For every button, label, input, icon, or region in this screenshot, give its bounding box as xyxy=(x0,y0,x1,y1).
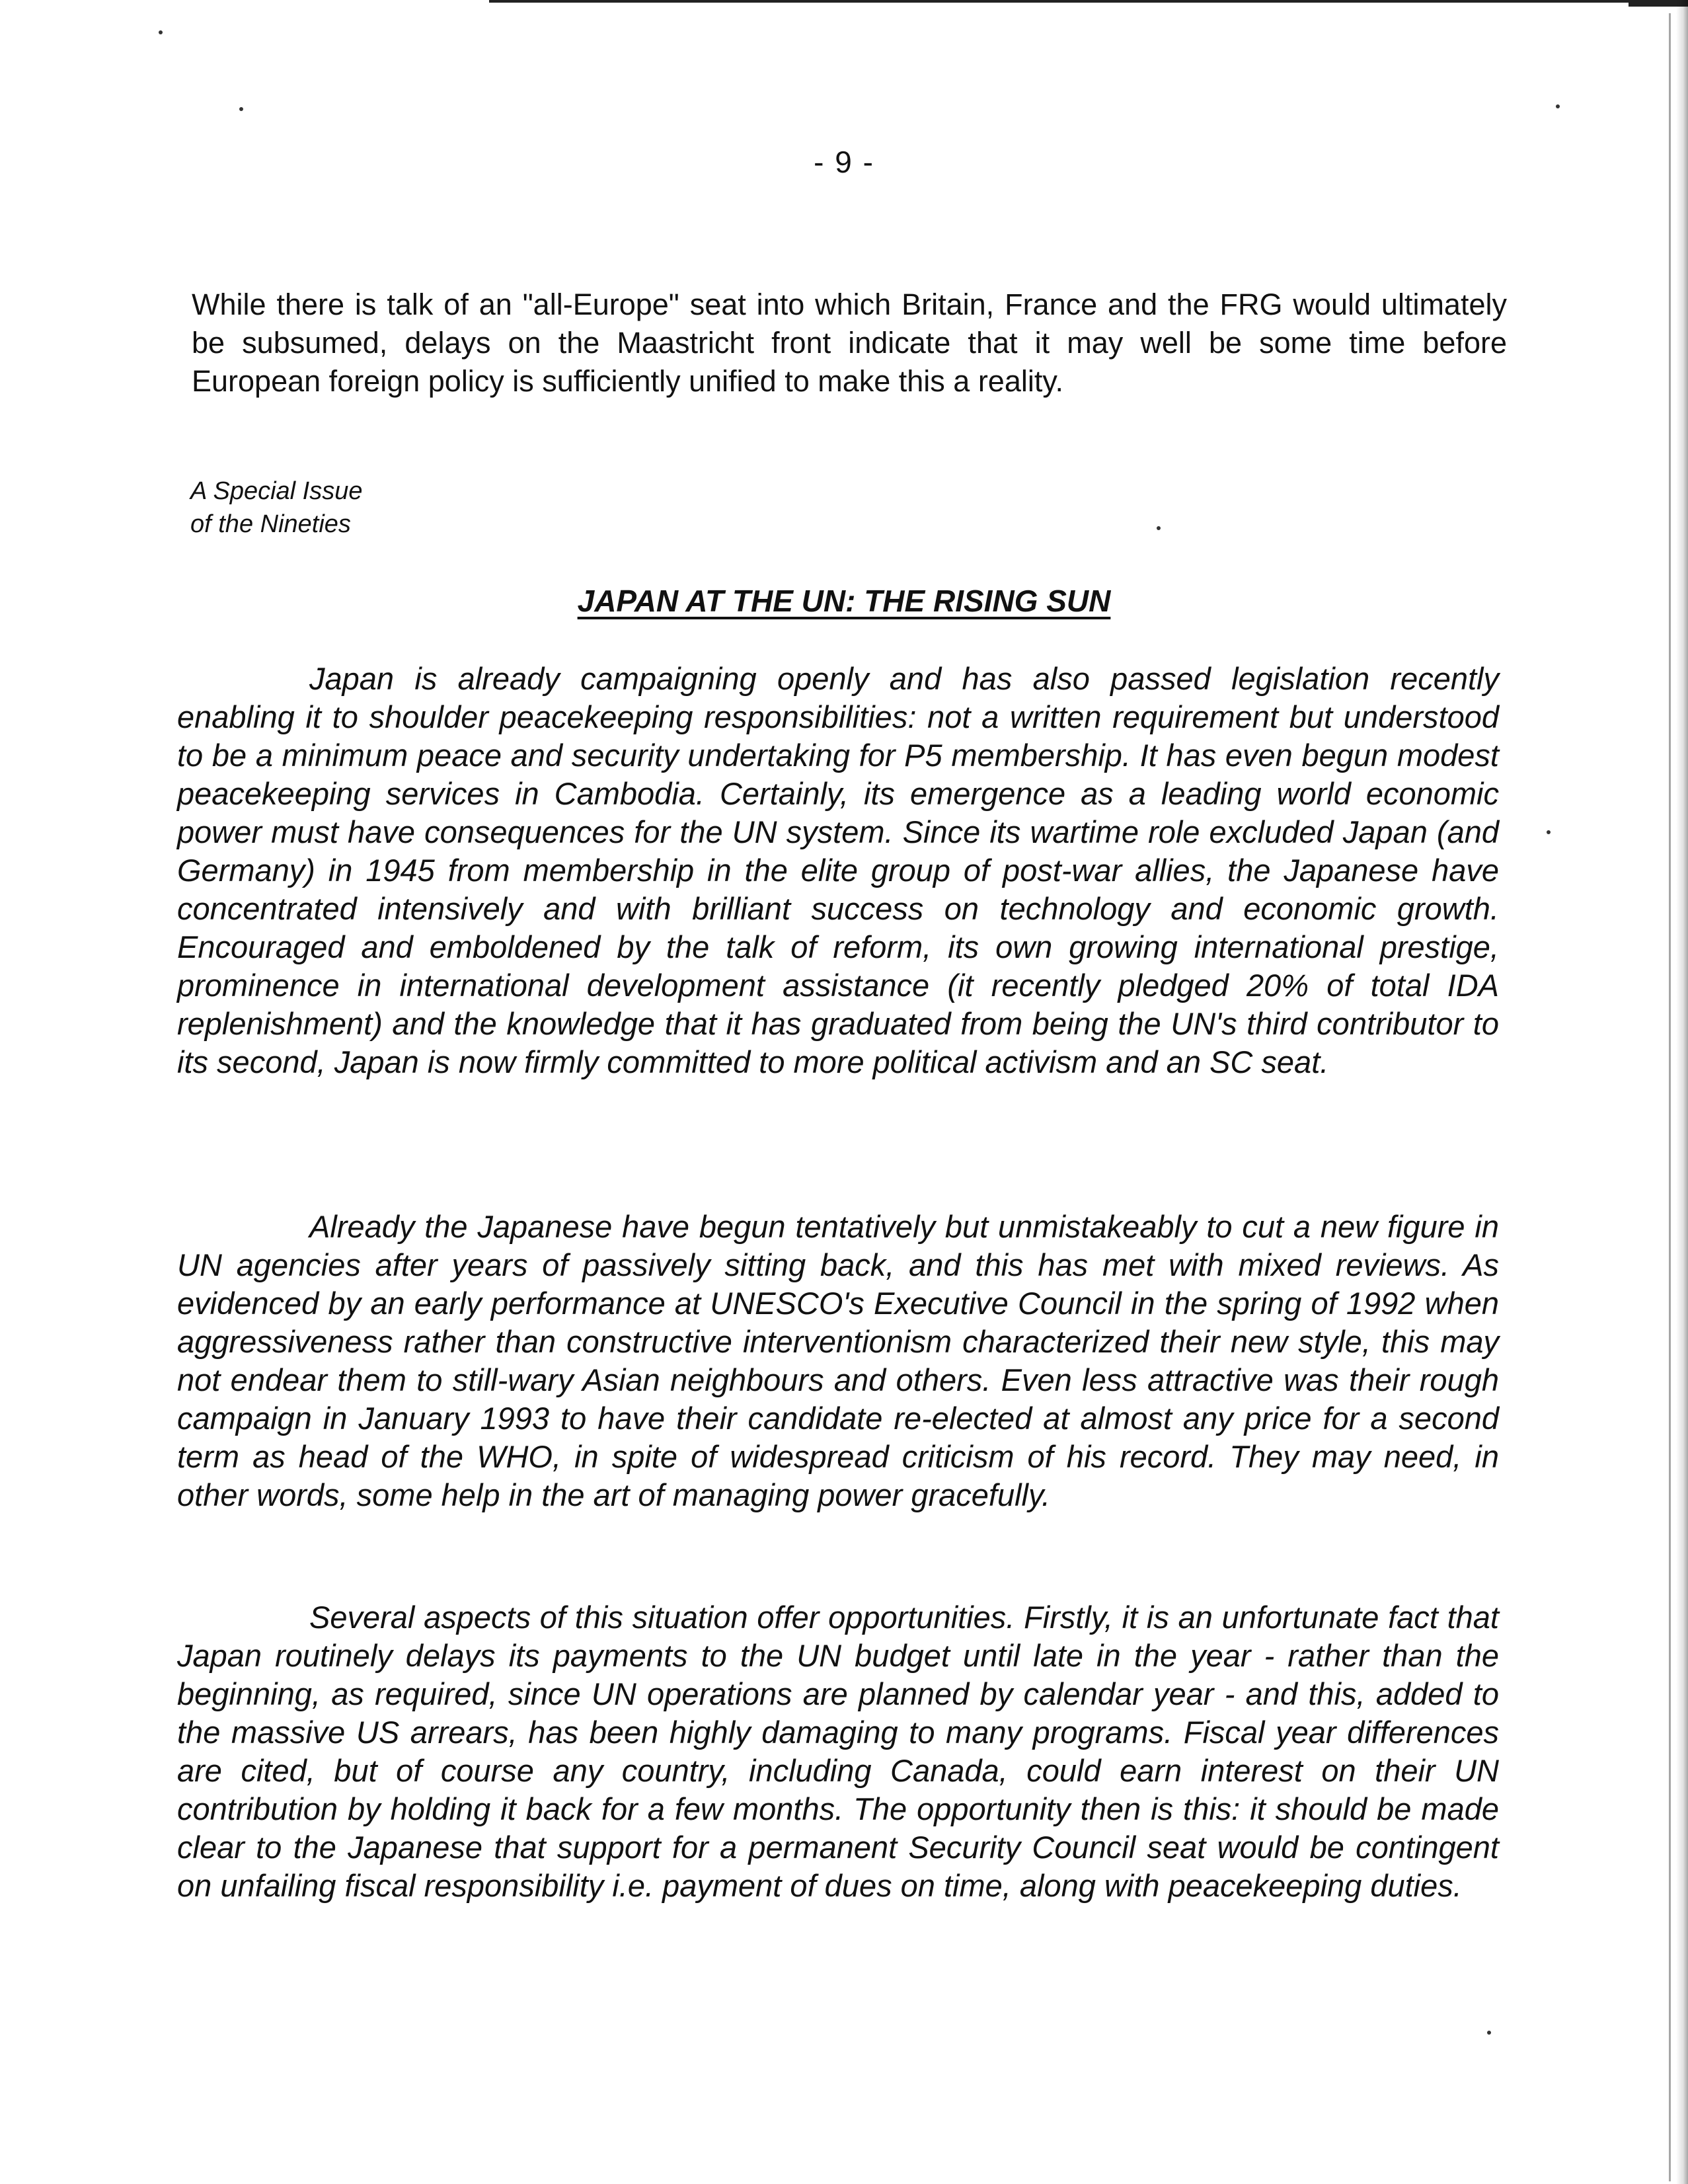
body-paragraph-2-text: Already the Japanese have begun tentatively but unmistakeably to cut a new figure in UN agencies after years of passively sitting back, and this has met with mixed reviews. As evidenced by an early performance at UNESCO's Executive Council in the spring of 1992 when aggressiveness rather than constructive interventionism characterized their new style, this may not endear them to still-wary Asian neighbours and others. Even less attractive was their rough campaign in January 1993 to have their candidate re-elected at almost any price for a second term as head of the WHO, in spite of widespread criticism of his record. They may need, in other words, some help in the art of managing power gracefully. xyxy=(177,1209,1499,1512)
scan-top-rule xyxy=(489,0,1688,3)
scan-speck xyxy=(1547,830,1551,834)
body-paragraph-2 xyxy=(177,1208,1499,1514)
scan-speck xyxy=(159,30,163,34)
margin-note-line-1: A Special Issue xyxy=(190,477,363,505)
intro-paragraph: While there is talk of an "all-Europe" seat into which Britain, France and the FRG would ultimately be subsumed, delays on the Maastricht front indicate that it may well be some time before European foreign policy is sufficiently unified to make this a reality. xyxy=(192,288,1507,398)
body-paragraph-3 xyxy=(177,1598,1499,1905)
margin-note-line-2: of the Nineties xyxy=(190,510,351,538)
body-paragraph-1 xyxy=(177,660,1499,1081)
scan-speck xyxy=(1487,2031,1491,2035)
scan-speck xyxy=(1157,526,1161,530)
scan-speck xyxy=(1556,104,1560,108)
margin-note xyxy=(190,475,363,541)
scan-speck xyxy=(239,107,243,111)
scan-right-edge-line xyxy=(1669,13,1671,2181)
body-paragraph-1-text: Japan is already campaigning openly and has also passed legislation recently enabling it to shoulder peacekeeping responsibilities: not a written requirement but understood to be a minimum peace and security undertaking for P5 membership. It has even begun modest peacekeeping services in Cambodia. Certainly, its emergence as a leading world economic power must have consequences for the UN system. Since its wartime role excluded Japan (and Germany) in 1945 from membership in the elite group of post-war allies, the Japanese have concentrated intensively and with brilliant success on technology and economic growth. Encouraged and emboldened by the talk of reform, its own growing international prestige, prominence in international development assistance (it recently pledged 20% of total IDA replenishment) and the knowledge that it has graduated from being the UN's third contributor to its second, Japan is now firmly committed to more political activism and an SC seat. xyxy=(177,661,1499,1079)
body-paragraph-3-text: Several aspects of this situation offer opportunities. Firstly, it is an unfortunate fact that Japan routinely delays its payments to the UN budget until late in the year - rather than the beginning, as required, since UN operations are planned by calendar year - and this, added to the massive US arrears, has been highly damaging to many programs. Fiscal year differences are cited, but of course any country, including Canada, could earn interest on their UN contribution by holding it back for a few months. The opportunity then is this: it should be made clear to the Japanese that support for a permanent Security Council seat would be contingent on unfailing fiscal responsibility i.e. payment of dues on time, along with peacekeeping duties. xyxy=(177,1600,1499,1903)
section-heading: JAPAN AT THE UN: THE RISING SUN xyxy=(577,584,1111,618)
scan-right-edge-shadow xyxy=(1676,0,1688,2184)
page-number: - 9 - xyxy=(814,145,874,179)
